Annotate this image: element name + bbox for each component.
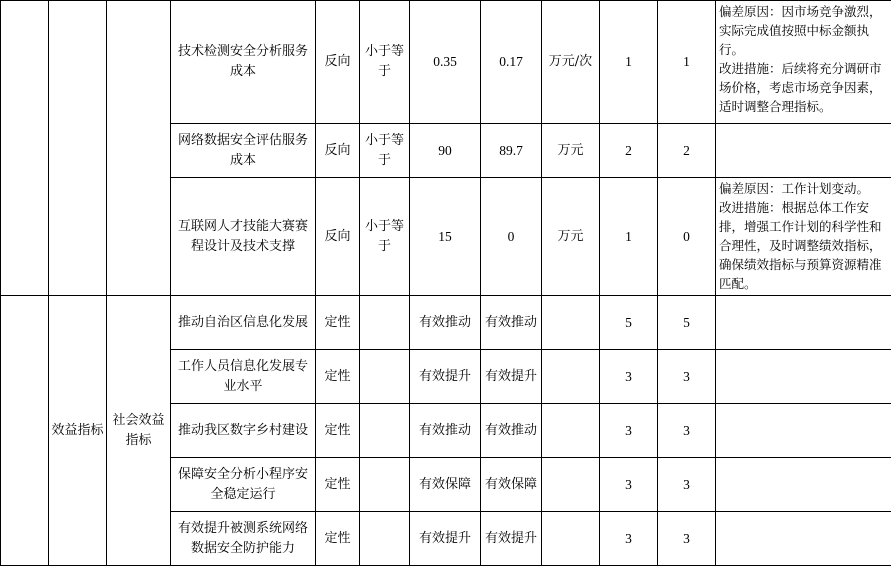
indicator-comparator <box>360 458 410 512</box>
indicator-weight: 1 <box>600 1 658 124</box>
indicator-unit <box>542 350 600 404</box>
indicator-score: 2 <box>658 124 716 178</box>
indicator-comparator <box>360 404 410 458</box>
indicator-target: 0.35 <box>410 1 481 124</box>
indicator-name: 有效提升被测系统网络数据安全防护能力 <box>171 512 316 566</box>
blank-cell <box>1 1 49 296</box>
indicator-actual: 0.17 <box>481 1 542 124</box>
indicator-name: 保障安全分析小程序安全稳定运行 <box>171 458 316 512</box>
indicator-actual: 89.7 <box>481 124 542 178</box>
indicator-score: 0 <box>658 178 716 296</box>
indicator-note <box>716 404 891 458</box>
indicator-target: 90 <box>410 124 481 178</box>
indicator-name: 推动我区数字乡村建设 <box>171 404 316 458</box>
indicator-unit <box>542 296 600 350</box>
blank-cell <box>49 1 107 296</box>
indicator-score: 5 <box>658 296 716 350</box>
blank-cell <box>1 296 49 566</box>
indicator-score: 1 <box>658 1 716 124</box>
indicator-note <box>716 350 891 404</box>
indicator-direction: 反向 <box>316 124 360 178</box>
indicator-actual: 有效推动 <box>481 404 542 458</box>
indicator-unit: 万元 <box>542 178 600 296</box>
indicator-direction: 反向 <box>316 178 360 296</box>
indicator-note: 偏差原因：工作计划变动。 改进措施：根据总体工作安排，增强工作计划的科学性和合理性，及时调整绩效指标，确保绩效指标与预算资源精准匹配。 <box>716 178 891 296</box>
indicator-weight: 3 <box>600 404 658 458</box>
indicator-direction: 定性 <box>316 350 360 404</box>
table-row <box>1 296 891 350</box>
indicator-weight: 2 <box>600 124 658 178</box>
indicator-unit: 万元 <box>542 124 600 178</box>
indicator-note <box>716 458 891 512</box>
indicator-unit: 万元/次 <box>542 1 600 124</box>
indicator-target: 有效保障 <box>410 458 481 512</box>
indicator-note <box>716 296 891 350</box>
indicator-weight: 3 <box>600 350 658 404</box>
indicator-direction: 定性 <box>316 458 360 512</box>
indicator-score: 3 <box>658 350 716 404</box>
blank-cell <box>107 1 171 296</box>
indicator-score: 3 <box>658 404 716 458</box>
indicator-unit <box>542 404 600 458</box>
indicator-comparator: 小于等于 <box>360 1 410 124</box>
indicator-unit <box>542 458 600 512</box>
indicator-actual: 有效提升 <box>481 350 542 404</box>
indicator-target: 15 <box>410 178 481 296</box>
indicator-weight: 1 <box>600 178 658 296</box>
indicator-target: 有效提升 <box>410 350 481 404</box>
indicator-direction: 反向 <box>316 1 360 124</box>
indicator-direction: 定性 <box>316 296 360 350</box>
indicator-comparator <box>360 350 410 404</box>
indicator-comparator <box>360 512 410 566</box>
indicator-note: 偏差原因：因市场竞争激烈，实际完成值按照中标金额执行。 改进措施：后续将充分调研市场价格，考虑市场竞争因素，适时调整合理指标。 <box>716 1 891 124</box>
indicator-weight: 5 <box>600 296 658 350</box>
table-row <box>1 1 891 124</box>
indicator-note <box>716 512 891 566</box>
indicator-comparator <box>360 296 410 350</box>
indicator-comparator: 小于等于 <box>360 178 410 296</box>
indicator-actual: 0 <box>481 178 542 296</box>
indicator-direction: 定性 <box>316 512 360 566</box>
indicator-weight: 3 <box>600 458 658 512</box>
indicator-name: 推动自治区信息化发展 <box>171 296 316 350</box>
indicator-target: 有效推动 <box>410 296 481 350</box>
indicator-actual: 有效保障 <box>481 458 542 512</box>
indicator-note <box>716 124 891 178</box>
indicator-score: 3 <box>658 458 716 512</box>
indicator-weight: 3 <box>600 512 658 566</box>
indicator-comparator: 小于等于 <box>360 124 410 178</box>
indicator-name: 网络数据安全评估服务成本 <box>171 124 316 178</box>
indicator-name: 互联网人才技能大赛赛程设计及技术支撑 <box>171 178 316 296</box>
category-label-benefit: 效益指标 <box>49 296 107 566</box>
indicator-target: 有效提升 <box>410 512 481 566</box>
indicator-direction: 定性 <box>316 404 360 458</box>
indicator-score: 3 <box>658 512 716 566</box>
indicator-target: 有效推动 <box>410 404 481 458</box>
indicator-actual: 有效推动 <box>481 296 542 350</box>
category-label-social-benefit: 社会效益指标 <box>107 296 171 566</box>
indicator-name: 工作人员信息化发展专业水平 <box>171 350 316 404</box>
indicator-actual: 有效提升 <box>481 512 542 566</box>
indicator-name: 技术检测安全分析服务成本 <box>171 1 316 124</box>
indicator-unit <box>542 512 600 566</box>
